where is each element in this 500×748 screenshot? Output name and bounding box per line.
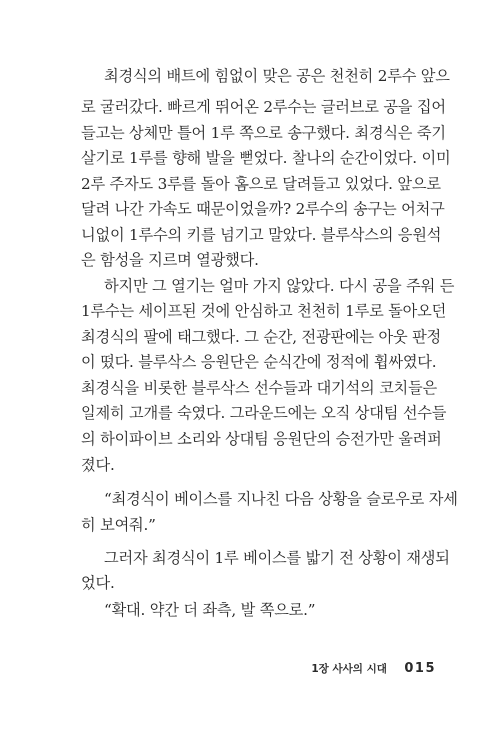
body-line-10: 1루수는 세이프된 것에 안심하고 천천히 1루로 돌아오던 xyxy=(81,302,447,320)
body-line-13: 최경식을 비롯한 블루삭스 선수들과 대기석의 코치들은 xyxy=(81,379,437,397)
body-line-8: 은 함성을 지르며 열광했다. xyxy=(81,251,259,269)
body-line-21: “확대. 약간 더 좌측, 발 쪽으로.” xyxy=(104,601,316,619)
body-line-17: “최경식이 베이스를 지나친 다음 상황을 슬로우로 자세 xyxy=(104,490,458,508)
body-line-6: 달려 나간 가속도 때문이었을까? 2루수의 송구는 어처구 xyxy=(81,200,445,218)
body-line-19: 그러자 최경식이 1루 베이스를 밟기 전 상황이 재생되 xyxy=(104,549,450,567)
body-line-18: 히 보여줘.” xyxy=(81,516,156,534)
chapter-title: 1장 사사의 시대 xyxy=(311,663,387,675)
body-line-12: 이 떴다. 블루삭스 응원단은 순식간에 정적에 휩싸였다. xyxy=(81,353,437,371)
body-line-11: 최경식의 팔에 태그했다. 그 순간, 전광판에는 아웃 판정 xyxy=(81,328,442,346)
body-line-15: 의 하이파이브 소리와 상대팀 응원단의 승전가만 울려퍼 xyxy=(81,430,442,448)
body-line-5: 2루 주자도 3루를 돌아 홈으로 달려들고 있었다. 앞으로 xyxy=(81,175,441,193)
page-footer xyxy=(311,662,436,676)
body-line-16: 졌다. xyxy=(81,456,115,474)
page-number: 015 xyxy=(404,661,436,676)
body-line-7: 니없이 1루수의 키를 넘기고 말았다. 블루삭스의 응원석 xyxy=(81,226,442,244)
body-line-2: 로 굴러갔다. 빠르게 뛰어온 2루수는 글러브로 공을 집어 xyxy=(81,98,446,116)
body-line-14: 일제히 고개를 숙였다. 그라운드에는 오직 상대팀 선수들 xyxy=(81,404,447,422)
body-line-20: 었다. xyxy=(81,574,115,592)
body-line-4: 살기로 1루를 향해 발을 뻗었다. 찰나의 순간이었다. 이미 xyxy=(81,149,451,167)
body-line-1: 최경식의 배트에 힘없이 맞은 공은 천천히 2루수 앞으 xyxy=(104,67,450,85)
body-line-3: 들고는 상체만 틀어 1루 쪽으로 송구했다. 최경식은 죽기 xyxy=(81,124,446,142)
body-line-9: 하지만 그 열기는 얼마 가지 않았다. 다시 공을 주워 든 xyxy=(104,277,455,295)
